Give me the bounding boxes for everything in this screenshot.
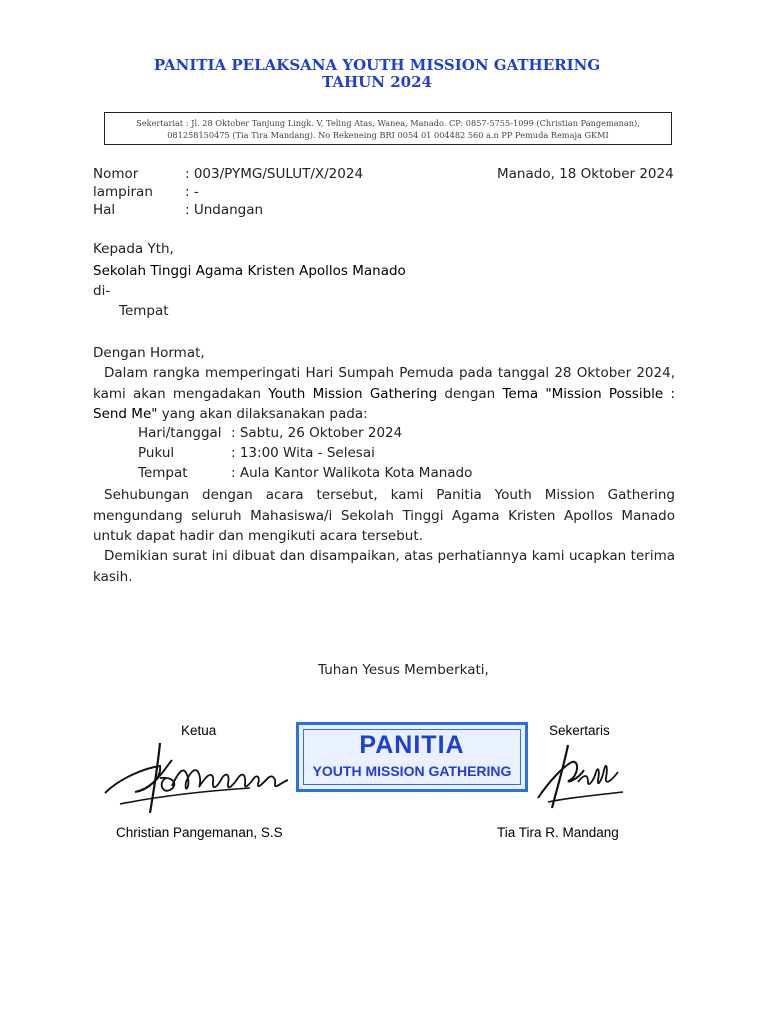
event-date-value: : Sabtu, 26 Oktober 2024 [231, 425, 403, 441]
blessing: Tuhan Yesus Memberkati, [318, 662, 489, 678]
p1-text-c: yang akan dilaksanakan pada: [157, 406, 368, 422]
event-time-label: Pukul [138, 445, 175, 461]
event-place-label: Tempat [138, 465, 188, 481]
recipient-greeting: Kepada Yth, [93, 241, 174, 257]
committee-stamp [296, 722, 528, 792]
p1-text-b: dengan [437, 385, 503, 402]
paragraph-3: Demikian surat ini dibuat dan disampaikan, atas perhatiannya kami ucapkan terima kasih. [93, 548, 675, 585]
lampiran-value: : - [185, 184, 199, 200]
p1-text-a: Dalam rangka memperingati Hari Sumpah Pemuda pada tanggal 28 Oktober 2024, kami akan mengadakan [93, 365, 675, 402]
salutation: Dengan Hormat, [93, 345, 205, 361]
lampiran-label: lampiran [93, 184, 153, 200]
left-signer-role: Ketua [181, 723, 217, 738]
hal-label: Hal [93, 202, 116, 218]
nomor-value: : 003/PYMG/SULUT/X/2024 [185, 166, 364, 182]
right-signer-name: Tia Tira R. Mandang [497, 825, 619, 840]
paragraph-1 [93, 363, 675, 425]
p1-event-name: Youth Mission Gathering [268, 385, 438, 402]
recipient-name: Sekolah Tinggi Agama Kristen Apollos Manado [93, 263, 406, 279]
letterhead-title: PANITIA PELAKSANA YOUTH MISSION GATHERING [153, 56, 601, 74]
nomor-label: Nomor [93, 166, 139, 182]
address-line-1: Sekertariat : Jl. 28 Oktober Tanjung Lingk. V, Teling Atas, Wanea, Manado. CP: 0857-5755-1099 (Christian Pangemanan), [136, 118, 640, 128]
p1-theme: Tema "Mission Possible : Send Me" [93, 385, 675, 422]
stamp-subtitle: YOUTH MISSION GATHERING [312, 763, 512, 779]
paragraph-2: Sehubungan dengan acara tersebut, kami Panitia Youth Mission Gathering mengundang seluruh Mahasiswa/i Sekolah Tinggi Agama Kristen Apollos Manado untuk dapat hadir dan mengikuti acara tersebut. [93, 487, 675, 544]
letter-date: Manado, 18 Oktober 2024 [497, 166, 674, 182]
address-box [104, 112, 672, 145]
left-signer-name: Christian Pangemanan, S.S [116, 825, 283, 840]
hal-value: : Undangan [185, 202, 264, 218]
right-signer-role: Sekertaris [549, 723, 610, 738]
event-place-value: : Aula Kantor Walikota Kota Manado [231, 465, 473, 481]
letterhead-year: TAHUN 2024 [322, 73, 432, 91]
recipient-di: di- [93, 283, 111, 299]
event-date-label: Hari/tanggal [138, 425, 222, 441]
recipient-place: Tempat [119, 303, 169, 319]
address-line-2: 081258150475 (Tia Tira Mandang). No Rekeneing BRI 0054 01 004482 560 a.n PP Pemuda Remaja GKMI [167, 130, 609, 140]
chairman-signature [100, 738, 300, 818]
stamp-title: PANITIA [359, 731, 465, 759]
event-time-value: : 13:00 Wita - Selesai [231, 445, 375, 461]
secretary-signature [528, 740, 628, 810]
